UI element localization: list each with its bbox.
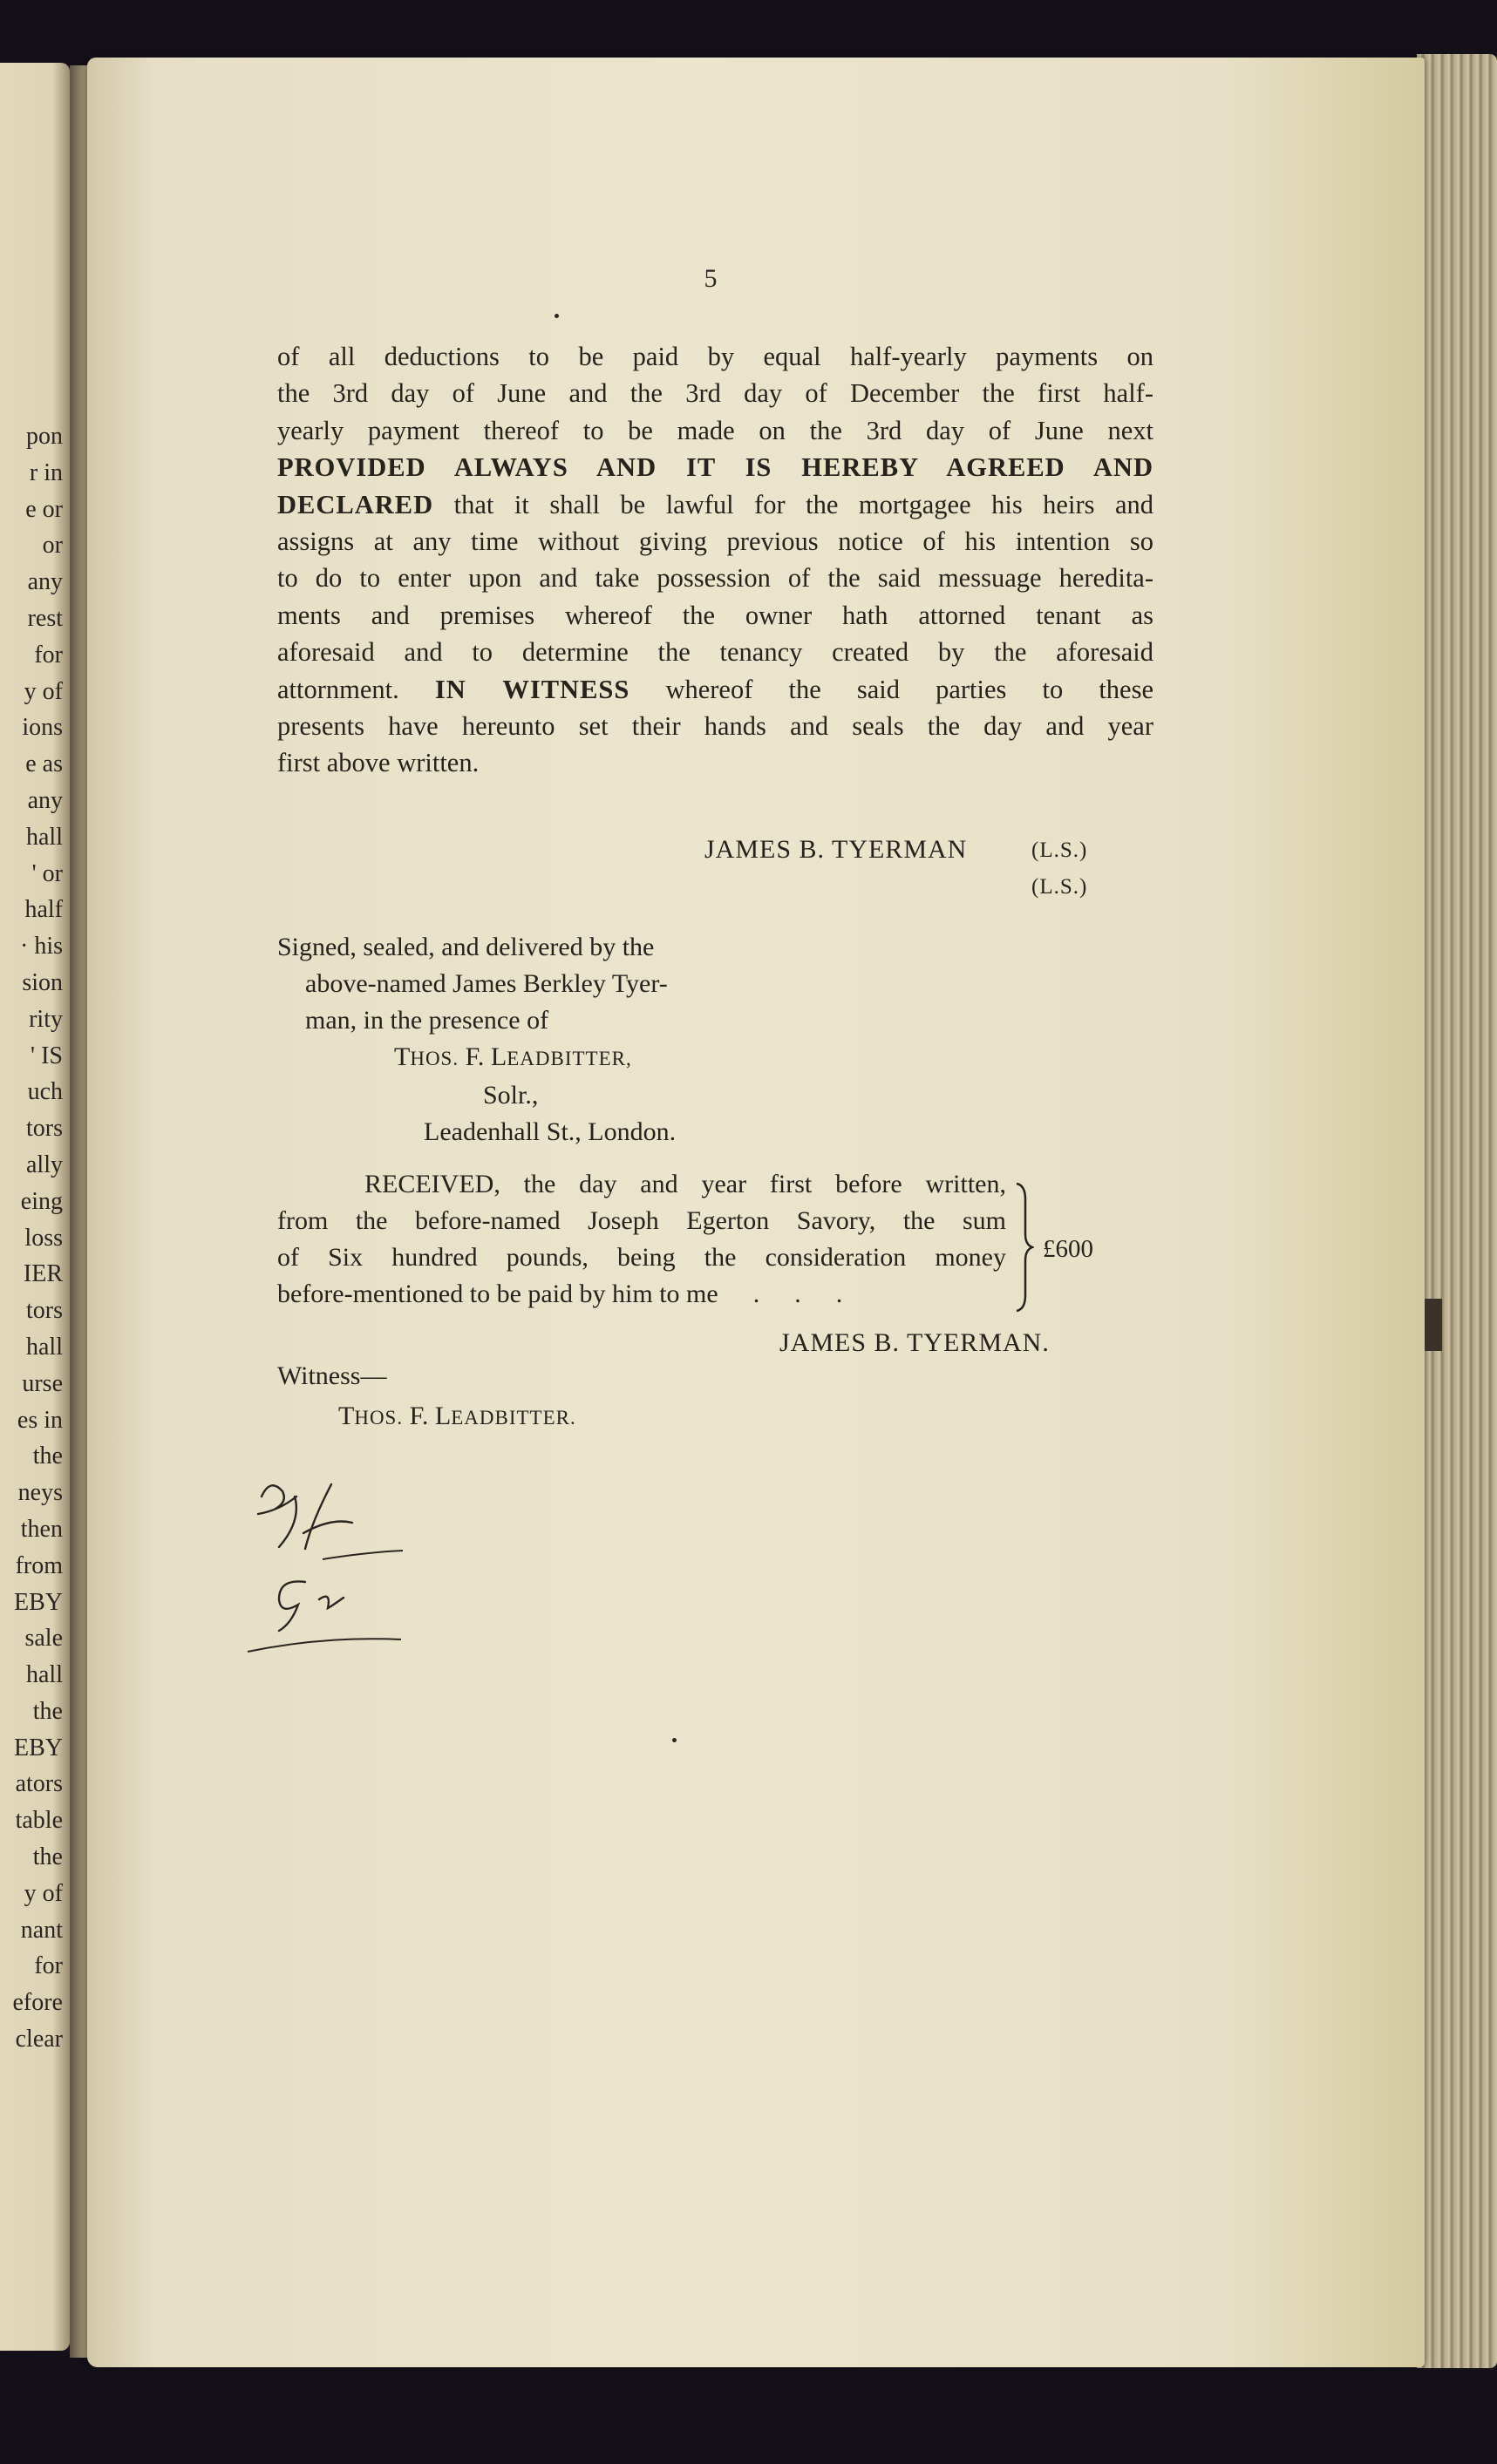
receipt-line: RECEIVED, the day and year first before written, bbox=[364, 1170, 1006, 1198]
left-page-fragment: any bbox=[27, 568, 63, 596]
page-edge-tab bbox=[1425, 1299, 1442, 1351]
body-line: the 3rd day of June and the 3rd day of December the first half- bbox=[277, 378, 1153, 409]
left-page-fragment: from bbox=[15, 1551, 63, 1579]
page-edge-stack bbox=[1417, 54, 1497, 2368]
receipt-signatory-name: JAMES B. TYERMAN. bbox=[779, 1328, 1050, 1357]
left-page-fragment: rity bbox=[29, 1005, 63, 1033]
left-page-fragment: eing bbox=[20, 1187, 63, 1215]
receipt-line: before-mentioned to be paid by him to me ... bbox=[277, 1280, 878, 1308]
locus-sigilli-mark: (L.S.) bbox=[1031, 838, 1088, 862]
left-page-fragment: loss bbox=[24, 1224, 63, 1252]
declared-word: DECLARED bbox=[277, 489, 434, 519]
attesting-witness-name: THOS. F. LEADBITTER, bbox=[394, 1042, 632, 1071]
left-page-fragment: rest bbox=[27, 604, 63, 632]
ink-speck bbox=[555, 314, 559, 318]
left-page-fragment: y of bbox=[24, 677, 63, 705]
ink-speck bbox=[672, 1738, 677, 1742]
attestation-line: Signed, sealed, and delivered by the bbox=[277, 933, 655, 961]
locus-sigilli-mark: (L.S.) bbox=[1031, 875, 1088, 899]
left-page-fragment: clear bbox=[15, 2026, 63, 2053]
left-page-fragment: hall bbox=[26, 1661, 63, 1689]
left-page-fragment: sion bbox=[22, 968, 63, 996]
handwritten-initials-signature bbox=[244, 1469, 410, 1656]
left-page-text-fragments bbox=[12, 418, 63, 2058]
left-page-fragment: sale bbox=[24, 1625, 63, 1653]
receipt-amount: £600 bbox=[1043, 1235, 1093, 1263]
left-page-fragment: EBY bbox=[14, 1588, 63, 1616]
left-page-fragment: then bbox=[20, 1515, 63, 1543]
receipt-witness bbox=[277, 1356, 576, 1438]
body-line: assigns at any time without giving previous notice of his intention so bbox=[277, 526, 1153, 557]
left-page-fragment: or bbox=[42, 532, 63, 560]
left-page-fragment: pon bbox=[26, 423, 63, 450]
witness-label: Witness— bbox=[277, 1361, 387, 1390]
body-line bbox=[277, 671, 1153, 708]
body-line: presents have hereunto set their hands and seals the day and year bbox=[277, 711, 1153, 742]
left-page-fragment: hall bbox=[26, 823, 63, 851]
left-page-fragment: half bbox=[24, 896, 63, 924]
left-page-fragment: any bbox=[27, 786, 63, 814]
left-page-fragment: IER bbox=[23, 1260, 63, 1288]
body-line bbox=[277, 486, 1153, 523]
left-page-fragment: the bbox=[32, 1442, 63, 1470]
attestation-clause bbox=[277, 929, 676, 1151]
leader-dots: ... bbox=[752, 1280, 878, 1308]
left-page-fragment: ally bbox=[26, 1151, 63, 1178]
left-page-fragment: e as bbox=[25, 750, 63, 778]
left-page-fragment: EBY bbox=[14, 1734, 63, 1761]
left-page-fragment: es in bbox=[17, 1406, 63, 1434]
attestation-line: man, in the presence of bbox=[305, 1006, 549, 1035]
attestation-line: above-named James Berkley Tyer- bbox=[305, 969, 668, 998]
left-page-fragment: urse bbox=[22, 1369, 63, 1397]
left-page-fragment: table bbox=[15, 1807, 63, 1835]
left-page-fragment: e or bbox=[25, 495, 63, 523]
left-page-fragment: ' IS bbox=[31, 1042, 63, 1069]
deed-body-text bbox=[277, 338, 1153, 782]
receipt-clause bbox=[277, 1166, 1006, 1313]
left-page-fragment: tors bbox=[26, 1115, 63, 1143]
left-page-fragment: ions bbox=[22, 714, 63, 742]
body-line: to do to enter upon and take possession of the said messuage heredita- bbox=[277, 563, 1153, 594]
left-page-fragment: · his bbox=[20, 933, 63, 960]
witness-title: Solr., bbox=[483, 1081, 539, 1110]
right-curly-brace bbox=[1015, 1182, 1034, 1313]
body-line: aforesaid and to determine the tenancy created by the aforesaid bbox=[277, 637, 1153, 668]
signatory-name: JAMES B. TYERMAN bbox=[704, 835, 968, 864]
left-page-fragment: nant bbox=[20, 1916, 63, 1944]
left-page-fragment: y of bbox=[24, 1879, 63, 1907]
receipt-witness-name: THOS. F. LEADBITTER. bbox=[338, 1402, 576, 1430]
body-line: of all deductions to be paid by equal half-yearly payments on bbox=[277, 342, 1153, 371]
left-page-fragment: ' or bbox=[31, 859, 63, 887]
left-page-fragment: for bbox=[34, 1952, 63, 1980]
page-number: 5 bbox=[704, 264, 718, 293]
left-facing-page bbox=[0, 63, 70, 2351]
left-page-fragment: tors bbox=[26, 1297, 63, 1325]
body-line-provided: PROVIDED ALWAYS AND IT IS HEREBY AGREED AND bbox=[277, 452, 1153, 483]
in-witness-phrase: IN WITNESS bbox=[434, 674, 630, 704]
left-page-fragment: for bbox=[34, 641, 63, 669]
witness-address: Leadenhall St., London. bbox=[424, 1117, 677, 1146]
left-page-fragment: efore bbox=[12, 1989, 63, 2017]
body-line-rest: that it shall be lawful for the mortgagee his heirs and bbox=[433, 489, 1153, 519]
body-line: ments and premises whereof the owner hath attorned tenant as bbox=[277, 600, 1153, 630]
body-line: yearly payment thereof to be made on the 3rd day of June next bbox=[277, 415, 1153, 445]
left-page-fragment: ators bbox=[15, 1770, 63, 1798]
left-page-fragment: uch bbox=[27, 1078, 63, 1106]
left-page-fragment: the bbox=[32, 1843, 63, 1871]
body-line: first above written. bbox=[277, 748, 480, 778]
left-page-fragment: neys bbox=[17, 1479, 63, 1507]
body-line-start: attornment. bbox=[277, 674, 435, 704]
receipt-line: from the before-named Joseph Egerton Savory, the sum bbox=[277, 1206, 1006, 1235]
left-page-fragment: r in bbox=[29, 458, 63, 486]
left-page-fragment: the bbox=[32, 1697, 63, 1725]
left-page-fragment: hall bbox=[26, 1333, 63, 1361]
receipt-line: of Six hundred pounds, being the consideration money bbox=[277, 1243, 1006, 1272]
body-line-rest: whereof the said parties to these bbox=[629, 674, 1153, 704]
